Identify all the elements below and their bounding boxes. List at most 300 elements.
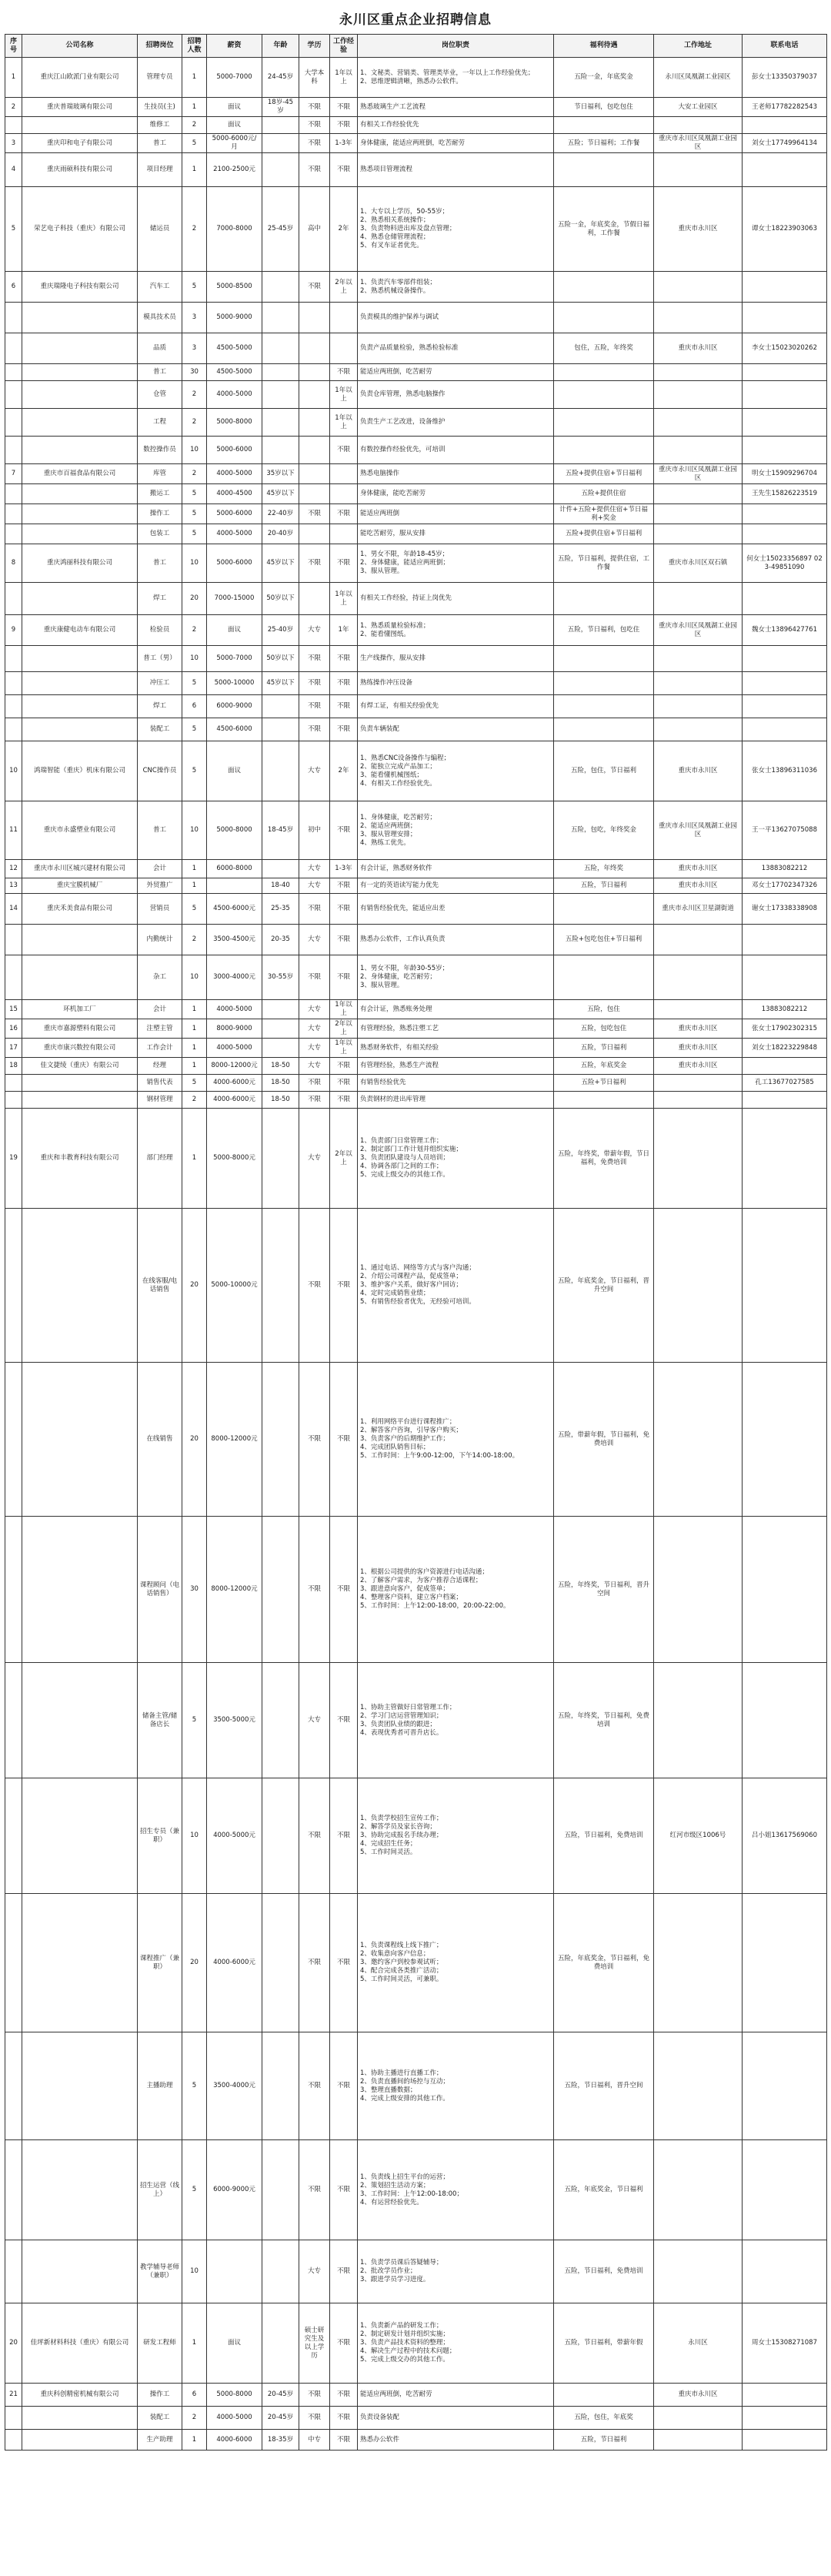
cell-salary: 8000-12000元 bbox=[207, 1517, 262, 1663]
cell-count: 10 bbox=[182, 544, 207, 583]
cell-count: 5 bbox=[182, 524, 207, 544]
cell-experience: 不限 bbox=[330, 955, 358, 1000]
cell-education: 不限 bbox=[299, 98, 330, 117]
cell-benefits: 五险，年底奖金 bbox=[554, 1058, 654, 1075]
cell-index: 12 bbox=[5, 860, 22, 878]
cell-count: 5 bbox=[182, 1075, 207, 1092]
cell-duties: 有会计证，熟悉账务处理 bbox=[358, 1000, 554, 1019]
cell-benefits: 节日福利，包吃包住 bbox=[554, 98, 654, 117]
table-row bbox=[5, 1778, 827, 1894]
cell-salary: 5000-10000元 bbox=[207, 1209, 262, 1363]
cell-company bbox=[22, 2430, 138, 2451]
cell-benefits: 五险，节日福利，提供住宿，工作餐 bbox=[554, 544, 654, 583]
cell-salary: 4000-4500 bbox=[207, 484, 262, 504]
cell-contact bbox=[743, 303, 827, 333]
cell-salary: 4000-6000元 bbox=[207, 1075, 262, 1092]
cell-count: 2 bbox=[182, 2407, 207, 2430]
cell-experience: 不限 bbox=[330, 1894, 358, 2032]
cell-experience: 2年以上 bbox=[330, 1109, 358, 1209]
cell-contact bbox=[743, 1663, 827, 1778]
cell-salary bbox=[207, 878, 262, 894]
table-row bbox=[5, 615, 827, 646]
cell-contact bbox=[743, 695, 827, 718]
cell-benefits: 五险+提供住宿+节日福利 bbox=[554, 524, 654, 544]
cell-salary: 7000-8000 bbox=[207, 187, 262, 272]
cell-education: 中专 bbox=[299, 2430, 330, 2451]
table-row bbox=[5, 672, 827, 695]
cell-company: 重庆科创精密机械有限公司 bbox=[22, 2384, 138, 2407]
cell-contact: 王一平13627075088 bbox=[743, 801, 827, 860]
header-count: 招聘人数 bbox=[182, 35, 207, 58]
cell-contact bbox=[743, 524, 827, 544]
cell-age bbox=[262, 1663, 299, 1778]
table-row bbox=[5, 741, 827, 801]
cell-age: 45岁以下 bbox=[262, 672, 299, 695]
cell-age: 50岁以下 bbox=[262, 646, 299, 672]
cell-company bbox=[22, 583, 138, 615]
cell-index: 4 bbox=[5, 153, 22, 187]
cell-salary: 5000-6000 bbox=[207, 504, 262, 524]
cell-duties: 负责模具的维护保养与调试 bbox=[358, 303, 554, 333]
cell-address bbox=[654, 672, 743, 695]
cell-age bbox=[262, 153, 299, 187]
cell-experience: 不限 bbox=[330, 437, 358, 464]
cell-company: 佳文捷绫（重庆）有限公司 bbox=[22, 1058, 138, 1075]
cell-salary: 3000-4000元 bbox=[207, 955, 262, 1000]
cell-contact bbox=[743, 2240, 827, 2303]
cell-count: 1 bbox=[182, 1109, 207, 1209]
cell-contact bbox=[743, 718, 827, 741]
table-row bbox=[5, 1058, 827, 1075]
cell-age: 18-50 bbox=[262, 1058, 299, 1075]
cell-duties: 能吃苦耐劳，服从安排 bbox=[358, 524, 554, 544]
cell-benefits: 五险+提供住宿 bbox=[554, 484, 654, 504]
cell-company: 荣艺电子科技（重庆）有限公司 bbox=[22, 187, 138, 272]
cell-count: 1 bbox=[182, 98, 207, 117]
cell-index bbox=[5, 1092, 22, 1109]
cell-company: 重庆宝膜机械厂 bbox=[22, 878, 138, 894]
cell-index: 21 bbox=[5, 2384, 22, 2407]
cell-address: 重庆市永川区凤凰湖工业园区 bbox=[654, 615, 743, 646]
cell-contact bbox=[743, 925, 827, 955]
table-body bbox=[5, 58, 827, 2451]
cell-address bbox=[654, 1363, 743, 1517]
cell-salary: 5000-6000 bbox=[207, 437, 262, 464]
cell-education: 高中 bbox=[299, 187, 330, 272]
cell-company bbox=[22, 925, 138, 955]
cell-education: 大专 bbox=[299, 1663, 330, 1778]
cell-address: 大安工业园区 bbox=[654, 98, 743, 117]
cell-index: 8 bbox=[5, 544, 22, 583]
cell-address: 重庆市永川区双石镇 bbox=[654, 544, 743, 583]
cell-experience: 不限 bbox=[330, 925, 358, 955]
cell-address bbox=[654, 1663, 743, 1778]
cell-education: 不限 bbox=[299, 894, 330, 925]
cell-benefits: 五险，节日福利 bbox=[554, 2430, 654, 2451]
cell-address bbox=[654, 925, 743, 955]
cell-experience bbox=[330, 464, 358, 484]
cell-age bbox=[262, 2140, 299, 2240]
cell-duties: 负责设备装配 bbox=[358, 2407, 554, 2430]
cell-index bbox=[5, 1663, 22, 1778]
cell-count: 5 bbox=[182, 672, 207, 695]
cell-position: 课程顾问（电话销售） bbox=[138, 1517, 182, 1663]
cell-benefits: 计件+五险+提供住宿+节日福利+奖金 bbox=[554, 504, 654, 524]
cell-education bbox=[299, 333, 330, 364]
cell-position: 搬运工 bbox=[138, 484, 182, 504]
cell-age: 18-35岁 bbox=[262, 2430, 299, 2451]
cell-index: 3 bbox=[5, 134, 22, 153]
table-row bbox=[5, 583, 827, 615]
cell-education: 大专 bbox=[299, 1019, 330, 1039]
cell-education bbox=[299, 484, 330, 504]
cell-age bbox=[262, 117, 299, 134]
cell-duties: 1、文秘类、营销类、管理类毕业，一年以上工作经验优先； 2、思维逻辑清晰，熟悉办公软件。 bbox=[358, 58, 554, 98]
cell-salary: 4500-5000 bbox=[207, 333, 262, 364]
cell-experience: 不限 bbox=[330, 117, 358, 134]
cell-count: 10 bbox=[182, 437, 207, 464]
cell-count: 1 bbox=[182, 1019, 207, 1039]
cell-experience: 2年 bbox=[330, 187, 358, 272]
cell-age: 18-45岁 bbox=[262, 801, 299, 860]
cell-duties: 熟悉玻璃生产工艺流程 bbox=[358, 98, 554, 117]
cell-education bbox=[299, 364, 330, 381]
cell-education: 大专 bbox=[299, 860, 330, 878]
table-row bbox=[5, 437, 827, 464]
cell-company: 鸿瑞智能（重庆）机床有限公司 bbox=[22, 741, 138, 801]
cell-index bbox=[5, 925, 22, 955]
cell-index bbox=[5, 437, 22, 464]
cell-address bbox=[654, 2240, 743, 2303]
cell-benefits: 五险，年底奖金，节日福利 bbox=[554, 2140, 654, 2240]
cell-company bbox=[22, 409, 138, 437]
cell-position: 课程推广（兼职） bbox=[138, 1894, 182, 2032]
cell-company: 佳坪新材料科技（重庆）有限公司 bbox=[22, 2303, 138, 2384]
cell-address bbox=[654, 303, 743, 333]
cell-contact bbox=[743, 409, 827, 437]
cell-education: 不限 bbox=[299, 2140, 330, 2240]
cell-salary: 4000-5000 bbox=[207, 2407, 262, 2430]
cell-benefits: 五险，节日福利 bbox=[554, 1039, 654, 1058]
table-row bbox=[5, 1075, 827, 1092]
cell-age bbox=[262, 1209, 299, 1363]
cell-age: 25-35 bbox=[262, 894, 299, 925]
cell-salary: 5000-6000 bbox=[207, 544, 262, 583]
cell-salary: 5000-8000 bbox=[207, 2384, 262, 2407]
table-row bbox=[5, 484, 827, 504]
cell-index bbox=[5, 381, 22, 409]
cell-salary: 7000-15000 bbox=[207, 583, 262, 615]
cell-position: 内勤统计 bbox=[138, 925, 182, 955]
cell-salary: 4500-6000元 bbox=[207, 894, 262, 925]
header-contact: 联系电话 bbox=[743, 35, 827, 58]
cell-duties: 有相关工作经验，持证上岗优先 bbox=[358, 583, 554, 615]
cell-position: 外贸推广 bbox=[138, 878, 182, 894]
cell-benefits bbox=[554, 2384, 654, 2407]
cell-benefits bbox=[554, 381, 654, 409]
cell-salary: 4000-5000 bbox=[207, 524, 262, 544]
cell-position: 普工 bbox=[138, 801, 182, 860]
cell-contact: 周女士15308271087 bbox=[743, 2303, 827, 2384]
recruitment-table bbox=[5, 34, 827, 2451]
cell-company: 重庆市永盛塑业有限公司 bbox=[22, 801, 138, 860]
cell-duties: 生产线操作，服从安排 bbox=[358, 646, 554, 672]
table-row bbox=[5, 409, 827, 437]
header-address: 工作地址 bbox=[654, 35, 743, 58]
cell-experience: 1年 bbox=[330, 615, 358, 646]
cell-position: 项目经理 bbox=[138, 153, 182, 187]
cell-age: 22-40岁 bbox=[262, 504, 299, 524]
cell-contact bbox=[743, 364, 827, 381]
cell-index bbox=[5, 2140, 22, 2240]
cell-duties: 1、负责部门日常管理工作； 2、制定部门工作计划并组织实施； 3、负责团队建设与人员培训； 4、协调各部门之间的工作； 5、完成上级交办的其他工作。 bbox=[358, 1109, 554, 1209]
cell-benefits bbox=[554, 583, 654, 615]
cell-count: 5 bbox=[182, 272, 207, 303]
cell-count: 2 bbox=[182, 187, 207, 272]
cell-age bbox=[262, 718, 299, 741]
cell-address bbox=[654, 583, 743, 615]
cell-benefits bbox=[554, 303, 654, 333]
cell-index: 9 bbox=[5, 615, 22, 646]
cell-position: 数控操作员 bbox=[138, 437, 182, 464]
cell-age: 25-40岁 bbox=[262, 615, 299, 646]
table-row bbox=[5, 2430, 827, 2451]
cell-company bbox=[22, 2407, 138, 2430]
cell-count: 2 bbox=[182, 925, 207, 955]
cell-company: 重庆市康兴数控有限公司 bbox=[22, 1039, 138, 1058]
cell-benefits: 包住，五险，年终奖 bbox=[554, 333, 654, 364]
cell-contact: 刘女士18223229848 bbox=[743, 1039, 827, 1058]
cell-age bbox=[262, 303, 299, 333]
cell-address bbox=[654, 1209, 743, 1363]
cell-count: 2 bbox=[182, 117, 207, 134]
cell-salary: 5000-8000元 bbox=[207, 1109, 262, 1209]
cell-company bbox=[22, 364, 138, 381]
cell-experience bbox=[330, 524, 358, 544]
cell-position: 生产助理 bbox=[138, 2430, 182, 2451]
cell-benefits: 五险，节日福利，晋升空间 bbox=[554, 2032, 654, 2140]
cell-index bbox=[5, 524, 22, 544]
cell-salary: 4000-6000 bbox=[207, 2430, 262, 2451]
cell-position: 教学辅导老师（兼职） bbox=[138, 2240, 182, 2303]
cell-duties: 能适应两班倒，吃苦耐劳 bbox=[358, 364, 554, 381]
cell-education: 不限 bbox=[299, 2407, 330, 2430]
table-row bbox=[5, 153, 827, 187]
cell-age bbox=[262, 1109, 299, 1209]
cell-company bbox=[22, 672, 138, 695]
cell-duties: 1、负责汽车零部件组装； 2、熟悉机械设备操作。 bbox=[358, 272, 554, 303]
cell-count: 10 bbox=[182, 2240, 207, 2303]
cell-index bbox=[5, 364, 22, 381]
cell-experience: 不限 bbox=[330, 2303, 358, 2384]
cell-count: 20 bbox=[182, 1894, 207, 2032]
cell-duties: 身体健康，能吃苦耐劳 bbox=[358, 484, 554, 504]
cell-company: 重庆雨硕科技有限公司 bbox=[22, 153, 138, 187]
cell-duties: 1、根据公司提供的客户资源进行电话沟通； 2、了解客户需求，为客户推荐合适课程； 3、跟进意向客户，促成签单； 4、整理客户资料，建立客户档案； 5、工作时间：上午12:00-18:00，20:00-22:00。 bbox=[358, 1517, 554, 1663]
cell-address: 重庆市永川区凤凰湖工业园区 bbox=[654, 801, 743, 860]
cell-count: 5 bbox=[182, 1663, 207, 1778]
cell-contact bbox=[743, 1363, 827, 1517]
cell-position: 会计 bbox=[138, 1000, 182, 1019]
cell-experience: 不限 bbox=[330, 894, 358, 925]
cell-position: 营销员 bbox=[138, 894, 182, 925]
cell-company bbox=[22, 484, 138, 504]
cell-duties: 1、负责课程线上线下推广； 2、收集意向客户信息； 3、邀约客户到校参观试听； 4、配合完成各类推广活动； 5、工作时间灵活，可兼职。 bbox=[358, 1894, 554, 2032]
cell-index: 17 bbox=[5, 1039, 22, 1058]
header-position: 招聘岗位 bbox=[138, 35, 182, 58]
cell-experience: 不限 bbox=[330, 364, 358, 381]
cell-contact bbox=[743, 646, 827, 672]
cell-benefits: 五险，包住，节日福利 bbox=[554, 741, 654, 801]
cell-address bbox=[654, 381, 743, 409]
cell-position: 仓管 bbox=[138, 381, 182, 409]
cell-education: 不限 bbox=[299, 1075, 330, 1092]
cell-duties: 有销售经验优先 bbox=[358, 1075, 554, 1092]
cell-education: 不限 bbox=[299, 718, 330, 741]
cell-count: 2 bbox=[182, 615, 207, 646]
cell-contact: 彭女士13350379037 bbox=[743, 58, 827, 98]
cell-company: 重庆市嘉源塑料有限公司 bbox=[22, 1019, 138, 1039]
cell-age bbox=[262, 2032, 299, 2140]
cell-experience: 不限 bbox=[330, 504, 358, 524]
table-row bbox=[5, 878, 827, 894]
cell-index: 1 bbox=[5, 58, 22, 98]
cell-duties: 1、熟悉质量检验标准； 2、能看懂图纸。 bbox=[358, 615, 554, 646]
cell-experience: 不限 bbox=[330, 1209, 358, 1363]
cell-salary: 5000-7000 bbox=[207, 646, 262, 672]
cell-salary bbox=[207, 2240, 262, 2303]
cell-duties: 负责生产工艺改进，设备维护 bbox=[358, 409, 554, 437]
cell-count: 10 bbox=[182, 1778, 207, 1894]
cell-age bbox=[262, 860, 299, 878]
header-experience: 工作经验 bbox=[330, 35, 358, 58]
cell-salary: 面议 bbox=[207, 98, 262, 117]
cell-company bbox=[22, 1778, 138, 1894]
cell-contact: 谢女士17338338908 bbox=[743, 894, 827, 925]
cell-age: 18-40 bbox=[262, 878, 299, 894]
cell-benefits: 五险一金，年底奖金，节假日福利，工作餐 bbox=[554, 187, 654, 272]
table-row bbox=[5, 272, 827, 303]
cell-education bbox=[299, 437, 330, 464]
cell-address bbox=[654, 272, 743, 303]
cell-address bbox=[654, 153, 743, 187]
cell-contact bbox=[743, 381, 827, 409]
cell-company bbox=[22, 1894, 138, 2032]
cell-education: 不限 bbox=[299, 1894, 330, 2032]
cell-company: 重庆禾美食品有限公司 bbox=[22, 894, 138, 925]
cell-education: 不限 bbox=[299, 153, 330, 187]
cell-count: 20 bbox=[182, 1209, 207, 1363]
table-row bbox=[5, 2303, 827, 2384]
cell-count: 1 bbox=[182, 860, 207, 878]
cell-experience: 不限 bbox=[330, 672, 358, 695]
cell-education: 不限 bbox=[299, 695, 330, 718]
cell-index bbox=[5, 2240, 22, 2303]
cell-age bbox=[262, 695, 299, 718]
table-row bbox=[5, 464, 827, 484]
cell-index bbox=[5, 409, 22, 437]
cell-position: 研发工程师 bbox=[138, 2303, 182, 2384]
cell-experience: 不限 bbox=[330, 801, 358, 860]
cell-contact bbox=[743, 153, 827, 187]
cell-contact: 吕小姐13617569060 bbox=[743, 1778, 827, 1894]
cell-experience: 1年以上 bbox=[330, 1000, 358, 1019]
header-duties: 岗位职责 bbox=[358, 35, 554, 58]
cell-education bbox=[299, 409, 330, 437]
cell-education: 大专 bbox=[299, 925, 330, 955]
cell-benefits bbox=[554, 117, 654, 134]
cell-education bbox=[299, 524, 330, 544]
cell-count: 1 bbox=[182, 153, 207, 187]
cell-benefits: 五险；节日福利；工作餐 bbox=[554, 134, 654, 153]
cell-contact: 张女士13896311036 bbox=[743, 741, 827, 801]
cell-index bbox=[5, 1363, 22, 1517]
cell-company bbox=[22, 646, 138, 672]
cell-experience: 不限 bbox=[330, 2384, 358, 2407]
cell-address: 重庆市永川区凤凰湖工业园区 bbox=[654, 464, 743, 484]
cell-duties: 1、负责新产品的研发工作； 2、制定研发计划并组织实施； 3、负责产品技术资料的整理； 4、解决生产过程中的技术问题； 5、完成上级交办的其他工作。 bbox=[358, 2303, 554, 2384]
cell-contact: 何女士15023356897 023-49851090 bbox=[743, 544, 827, 583]
cell-count: 5 bbox=[182, 504, 207, 524]
table-row bbox=[5, 2240, 827, 2303]
cell-address bbox=[654, 437, 743, 464]
cell-age: 20-45岁 bbox=[262, 2384, 299, 2407]
cell-benefits bbox=[554, 153, 654, 187]
cell-salary: 8000-12000元 bbox=[207, 1058, 262, 1075]
cell-experience: 不限 bbox=[330, 878, 358, 894]
cell-benefits bbox=[554, 437, 654, 464]
cell-contact: 李女士15023020262 bbox=[743, 333, 827, 364]
cell-contact bbox=[743, 2407, 827, 2430]
cell-age bbox=[262, 1778, 299, 1894]
cell-experience: 不限 bbox=[330, 2032, 358, 2140]
cell-index bbox=[5, 2430, 22, 2451]
header-education: 学历 bbox=[299, 35, 330, 58]
cell-benefits: 五险，节日福利 bbox=[554, 878, 654, 894]
cell-address: 重庆市永川区卫星湖街道 bbox=[654, 894, 743, 925]
cell-benefits: 五险，包住 bbox=[554, 1000, 654, 1019]
cell-age bbox=[262, 1517, 299, 1663]
cell-education: 不限 bbox=[299, 2032, 330, 2140]
cell-contact bbox=[743, 2384, 827, 2407]
cell-contact bbox=[743, 437, 827, 464]
cell-index bbox=[5, 2407, 22, 2430]
cell-salary: 5000-8000 bbox=[207, 801, 262, 860]
cell-position: 库管 bbox=[138, 464, 182, 484]
cell-salary: 4000-6000元 bbox=[207, 1092, 262, 1109]
cell-contact: 明女士15909296704 bbox=[743, 464, 827, 484]
cell-education: 大专 bbox=[299, 1039, 330, 1058]
table-row bbox=[5, 2032, 827, 2140]
cell-salary: 4000-6000元 bbox=[207, 1894, 262, 2032]
cell-position: 普工 bbox=[138, 134, 182, 153]
cell-education: 不限 bbox=[299, 1778, 330, 1894]
cell-address: 重庆市永川区凤凰湖工业园区 bbox=[654, 134, 743, 153]
cell-count: 30 bbox=[182, 1517, 207, 1663]
cell-address bbox=[654, 955, 743, 1000]
cell-company bbox=[22, 381, 138, 409]
cell-contact: 王先生15826223519 bbox=[743, 484, 827, 504]
cell-age: 45岁以下 bbox=[262, 484, 299, 504]
cell-salary: 6000-8000 bbox=[207, 860, 262, 878]
cell-age bbox=[262, 381, 299, 409]
table-row bbox=[5, 504, 827, 524]
cell-experience: 1年以上 bbox=[330, 381, 358, 409]
cell-count: 2 bbox=[182, 464, 207, 484]
cell-position: 在线销售 bbox=[138, 1363, 182, 1517]
table-row bbox=[5, 364, 827, 381]
cell-experience: 2年 bbox=[330, 741, 358, 801]
